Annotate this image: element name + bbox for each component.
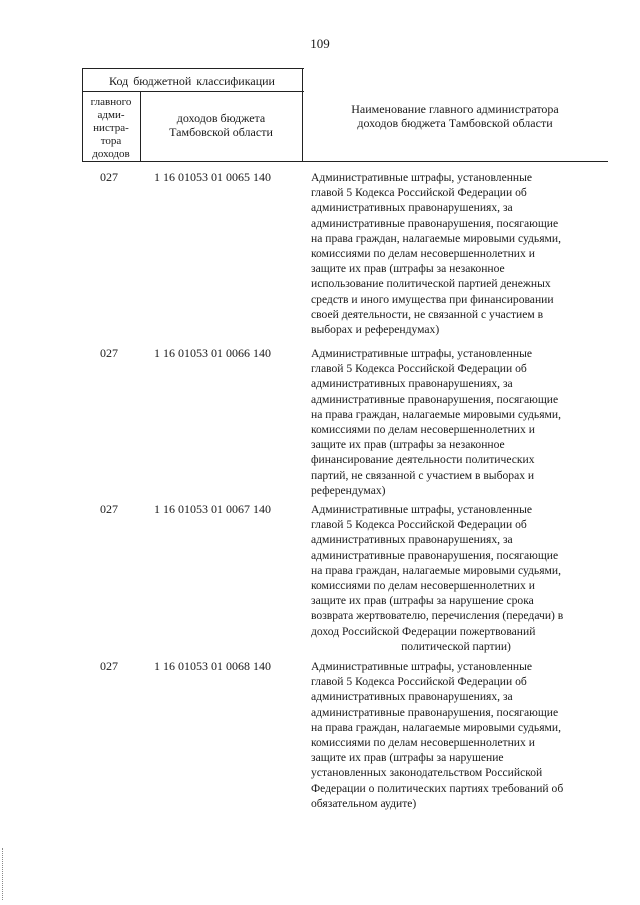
row-name-line: защите их прав (штрафы за незаконное xyxy=(311,262,505,276)
row-budget-code: 1 16 01053 01 0065 140 xyxy=(154,170,271,184)
row-budget-code: 1 16 01053 01 0067 140 xyxy=(154,502,271,516)
row-admin-code: 027 xyxy=(100,170,118,184)
header-bottom-rule xyxy=(82,161,608,162)
row-name-line: на права граждан, налагаемые мировыми судьями, xyxy=(311,407,561,421)
header-col-income xyxy=(140,111,302,139)
header-col-income-line: доходов бюджета xyxy=(176,111,266,125)
row-name xyxy=(311,659,601,811)
row-name-line: главой 5 Кодекса Российской Федерации об xyxy=(311,362,527,376)
row-name-line: комиссиями по делам несовершеннолетних и xyxy=(311,579,535,593)
header-col-name-line: доходов бюджета Тамбовской области xyxy=(357,116,553,130)
header-col-admin xyxy=(82,96,140,161)
row-name-line: комиссиями по делам несовершеннолетних и xyxy=(311,423,535,437)
scan-edge-marks xyxy=(2,848,6,900)
row-budget-code: 1 16 01053 01 0066 140 xyxy=(154,346,271,360)
row-name-line: выборах и референдумах) xyxy=(311,323,440,337)
row-name-line: административные правонарушения, посягающие xyxy=(311,548,559,562)
header-top-rule xyxy=(82,68,304,69)
row-name-line: защите их прав (штрафы за незаконное xyxy=(311,438,505,452)
row-name-line: административных правонарушениях, за xyxy=(311,377,513,391)
row-admin-code: 027 xyxy=(100,659,118,673)
row-budget-code: 1 16 01053 01 0068 140 xyxy=(154,659,271,673)
row-name-line: на права граждан, налагаемые мировыми судьями, xyxy=(311,720,561,734)
header-col-name xyxy=(302,102,608,130)
header-group-title: Код бюджетной классификации xyxy=(109,74,275,88)
row-name-line: партий, не связанной с участием в выборах и xyxy=(311,468,535,482)
page-number: 109 xyxy=(310,36,330,51)
row-name-line: Федерации о политических партиях требований об xyxy=(311,781,564,795)
row-name-line: Административные штрафы, установленные xyxy=(311,660,533,673)
row-name-line: административных правонарушениях, за xyxy=(311,690,513,704)
row-admin-code: 027 xyxy=(100,346,118,360)
row-name-line: Административные штрафы, установленные xyxy=(311,503,533,516)
row-name-line: финансирование деятельности политических xyxy=(311,453,535,467)
header-col-admin-line: тора xyxy=(100,135,122,147)
row-name-line: средств и иного имущества при финансировании xyxy=(311,292,554,306)
row-name-line: административные правонарушения, посягающие xyxy=(311,705,559,719)
row-name-line: защите их прав (штрафы за нарушение срока xyxy=(311,594,534,608)
row-name-line: защите их прав (штрафы за нарушение xyxy=(311,751,504,765)
row-name-line: административных правонарушениях, за xyxy=(311,533,513,547)
row-name-line: своей деятельности, не связанной с участием в xyxy=(311,307,544,321)
row-name-line: комиссиями по делам несовершеннолетних и xyxy=(311,247,535,261)
header-col-admin-line: нистра- xyxy=(93,122,129,134)
row-name xyxy=(311,346,601,498)
row-name-line: установленных законодательством Российской xyxy=(311,766,543,780)
row-name-line: использование политической партией денежных xyxy=(311,277,551,291)
row-name-line: референдумах) xyxy=(311,483,386,497)
header-col-name-line: Наименование главного администратора xyxy=(351,102,559,116)
row-name xyxy=(311,502,601,654)
row-name-line: главой 5 Кодекса Российской Федерации об xyxy=(311,518,527,532)
row-name-line: административных правонарушениях, за xyxy=(311,201,513,215)
row-name-line: главой 5 Кодекса Российской Федерации об xyxy=(311,675,527,689)
row-name-line: Административные штрафы, установленные xyxy=(311,347,533,360)
header-col-admin-line: адми- xyxy=(97,109,125,121)
row-name-line: обязательном аудите) xyxy=(311,796,417,810)
row-name-line: доход Российской Федерации пожертвований xyxy=(311,624,536,638)
row-name xyxy=(311,170,601,337)
row-name-line: главой 5 Кодекса Российской Федерации об xyxy=(311,186,527,200)
row-name-line: на права граждан, налагаемые мировыми судьями, xyxy=(311,231,561,245)
row-admin-code: 027 xyxy=(100,502,118,516)
header-col-admin-line: доходов xyxy=(92,148,130,160)
header-col-admin-line: главного xyxy=(90,96,132,108)
row-name-line: на права граждан, налагаемые мировыми судьями, xyxy=(311,563,561,577)
row-name-line: административные правонарушения, посягающие xyxy=(311,392,559,406)
header-col-income-line: Тамбовской области xyxy=(169,125,273,139)
row-name-line: возврата жертвователю, перечисления (передачи) в xyxy=(311,609,564,623)
row-name-line: комиссиями по делам несовершеннолетних и xyxy=(311,736,535,750)
header-group-rule xyxy=(82,91,304,92)
row-name-line: административные правонарушения, посягающие xyxy=(311,216,559,230)
row-name-line: политической партии) xyxy=(401,639,511,653)
row-name-line: Административные штрафы, установленные xyxy=(311,171,533,184)
